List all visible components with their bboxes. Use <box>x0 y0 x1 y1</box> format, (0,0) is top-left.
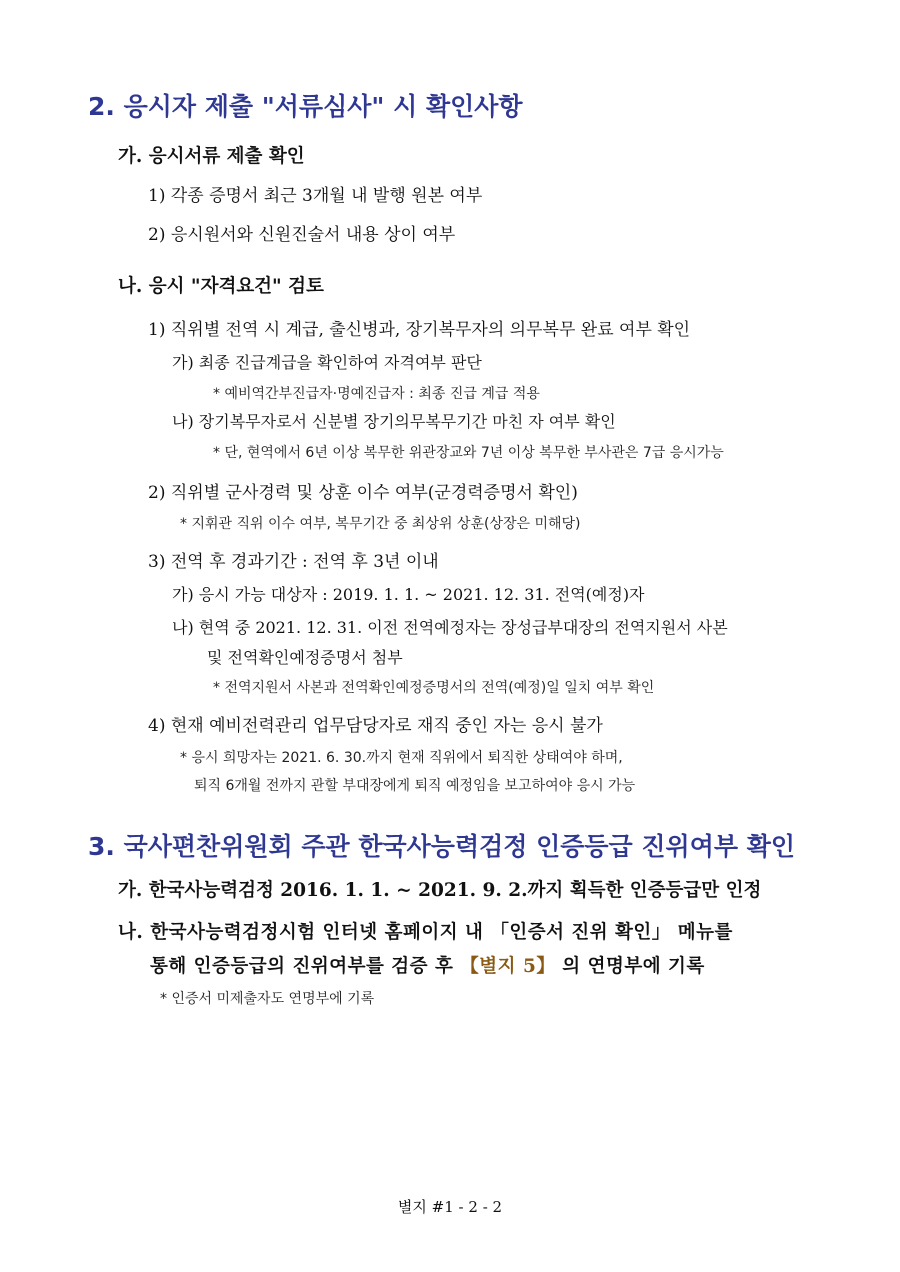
section-3-title: 3. 국사편찬위원회 주관 한국사능력검정 인증등급 진위여부 확인 <box>88 832 796 861</box>
na-item-4: 4) 현재 예비전력관리 업무담당자로 재직 중인 자는 응시 불가 <box>148 716 603 736</box>
na-item-1-na-note: * 단, 현역에서 6년 이상 복무한 위관장교와 7년 이상 복무한 부사관은 7급 응시가능 <box>213 445 724 461</box>
na-item-4-note-1: * 응시 희망자는 2021. 6. 30.까지 현재 직위에서 퇴직한 상태여야 하며, <box>180 750 623 766</box>
na-item-1: 1) 직위별 전역 시 계급, 출신병과, 장기복무자의 의무복무 완료 여부 확인 <box>148 320 691 340</box>
section-3-na-line-2-post: 의 연명부에 기록 <box>555 956 705 977</box>
na-item-3-na-note: * 전역지원서 사본과 전역확인예정증명서의 전역(예정)일 일치 여부 확인 <box>213 680 655 696</box>
na-item-3-na-line-1: 나) 현역 중 2021. 12. 31. 이전 전역예정자는 장성급부대장의 전역지원서 사본 <box>172 618 728 637</box>
section-3-na-line-2 <box>150 958 705 977</box>
section-3-note: * 인증서 미제출자도 연명부에 기록 <box>160 991 375 1007</box>
na-item-3-ga: 가) 응시 가능 대상자 : 2019. 1. 1. ~ 2021. 12. 31. 전역(예정)자 <box>172 585 645 604</box>
na-item-2-note: * 지휘관 직위 이수 여부, 복무기간 중 최상위 상훈(상장은 미해당) <box>180 516 581 532</box>
page-footer: 별지 #1 - 2 - 2 <box>397 1198 503 1216</box>
na-item-2: 2) 직위별 군사경력 및 상훈 이수 여부(군경력증명서 확인) <box>148 483 578 503</box>
na-item-1-ga: 가) 최종 진급계급을 확인하여 자격여부 판단 <box>172 353 482 372</box>
na-item-1-na: 나) 장기복무자로서 신분별 장기의무복무기간 마친 자 여부 확인 <box>172 412 616 431</box>
section-3-ga: 가. 한국사능력검정 2016. 1. 1. ~ 2021. 9. 2.까지 획득한 인증등급만 인정 <box>118 880 762 901</box>
na-item-3: 3) 전역 후 경과기간 : 전역 후 3년 이내 <box>148 552 439 572</box>
section-2-na-heading: 나. 응시 "자격요건" 검토 <box>118 276 324 297</box>
section-3-na-line-1: 나. 한국사능력검정시험 인터넷 홈페이지 내 「인증서 진위 확인」 메뉴를 <box>118 922 733 943</box>
section-2-ga-item-1: 1) 각종 증명서 최근 3개월 내 발행 원본 여부 <box>148 186 483 206</box>
section-2-ga-item-2: 2) 응시원서와 신원진술서 내용 상이 여부 <box>148 225 456 245</box>
section-3-na-line-2-pre: 통해 인증등급의 진위여부를 검증 후 <box>150 956 461 977</box>
section-2-ga-heading: 가. 응시서류 제출 확인 <box>118 146 305 167</box>
appendix-5-reference: 【별지 5】 <box>460 956 556 977</box>
na-item-4-note-2: 퇴직 6개월 전까지 관할 부대장에게 퇴직 예정임을 보고하여야 응시 가능 <box>194 778 636 794</box>
na-item-3-na-line-2: 및 전역확인예정증명서 첨부 <box>207 648 403 667</box>
section-2-title: 2. 응시자 제출 "서류심사" 시 확인사항 <box>88 92 523 121</box>
na-item-1-ga-note: * 예비역간부진급자·명예진급자 : 최종 진급 계급 적용 <box>213 386 540 402</box>
